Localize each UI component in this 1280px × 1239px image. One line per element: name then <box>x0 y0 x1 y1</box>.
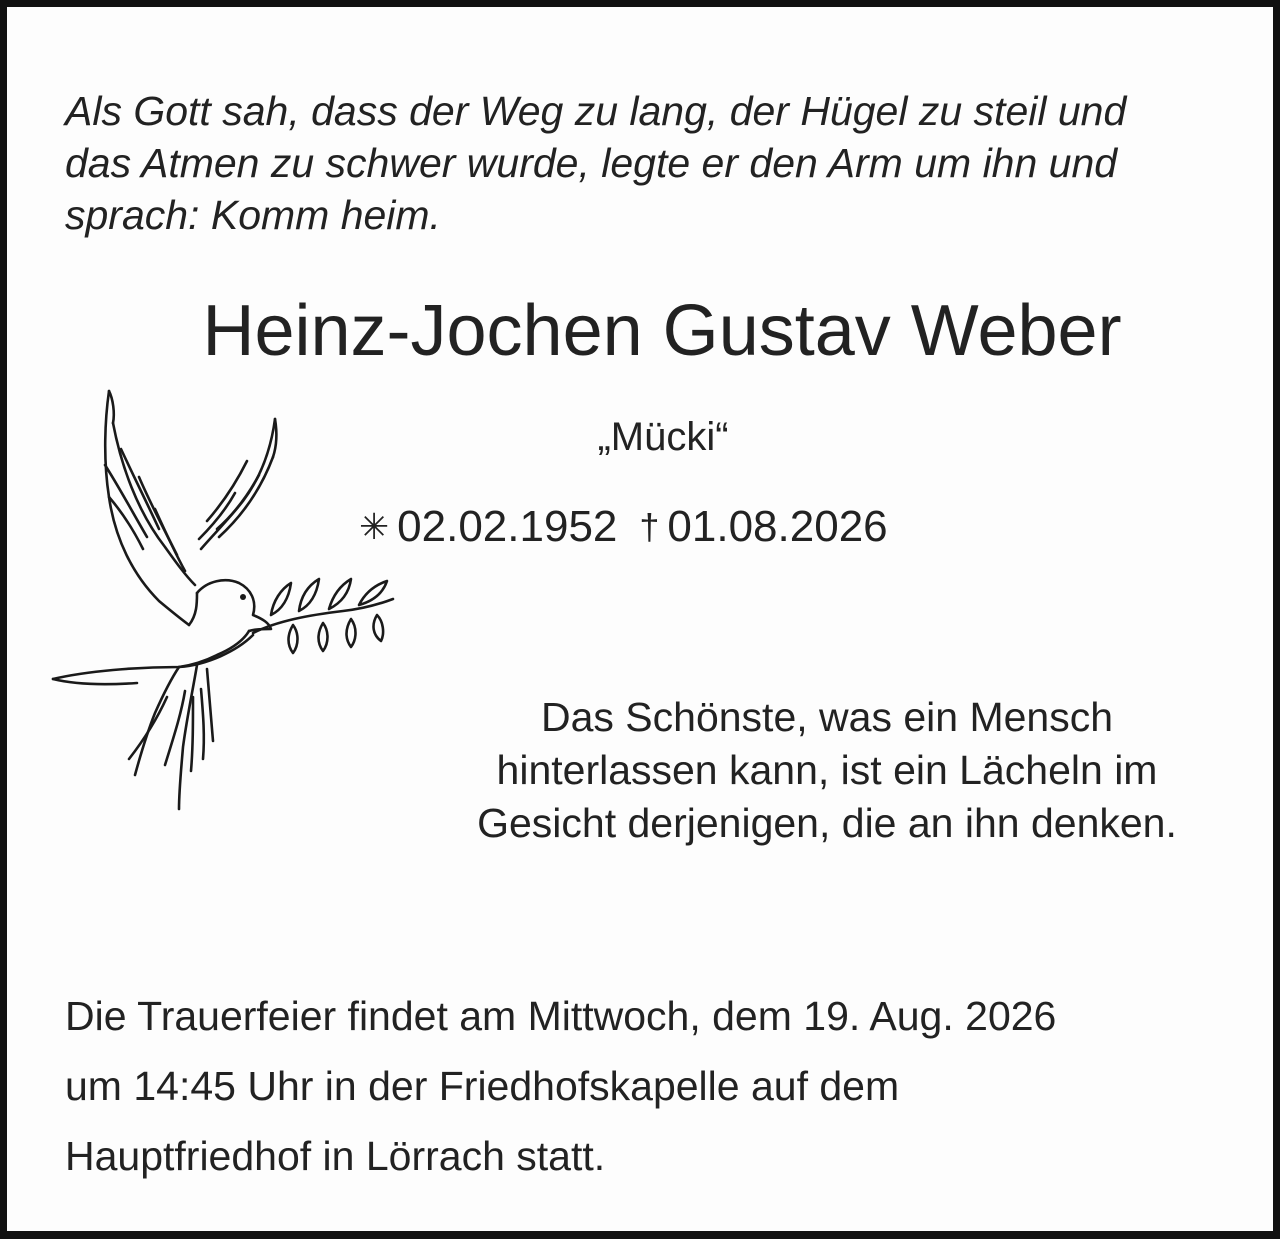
nickname: „Mücki“ <box>597 415 729 459</box>
opening-quote: Als Gott sah, dass der Weg zu lang, der Hügel zu steil und das Atmen zu schwer wurde, legte er den Arm um ihn und sprach: Komm heim. <box>65 88 1127 238</box>
funeral-service-notice: Die Trauerfeier findet am Mittwoch, dem 19. Aug. 2026 um 14:45 Uhr in der Friedhofskapelle auf dem Hauptfriedhof in Lörrach statt. <box>65 993 1057 1179</box>
deceased-name: Heinz-Jochen Gustav Weber <box>202 291 1122 371</box>
birth-star-icon: ✳ <box>359 506 390 547</box>
memorial-saying: Das Schönste, was ein Mensch hinterlassen kann, ist ein Lächeln im Gesicht derjenigen, die an ihn denken. <box>477 694 1177 846</box>
death-date: 01.08.2026 <box>667 502 888 551</box>
life-dates <box>359 501 888 553</box>
cross-icon: † <box>639 506 660 547</box>
birth-date: 02.02.1952 <box>397 502 618 551</box>
dove-with-olive-branch-icon <box>47 379 397 819</box>
